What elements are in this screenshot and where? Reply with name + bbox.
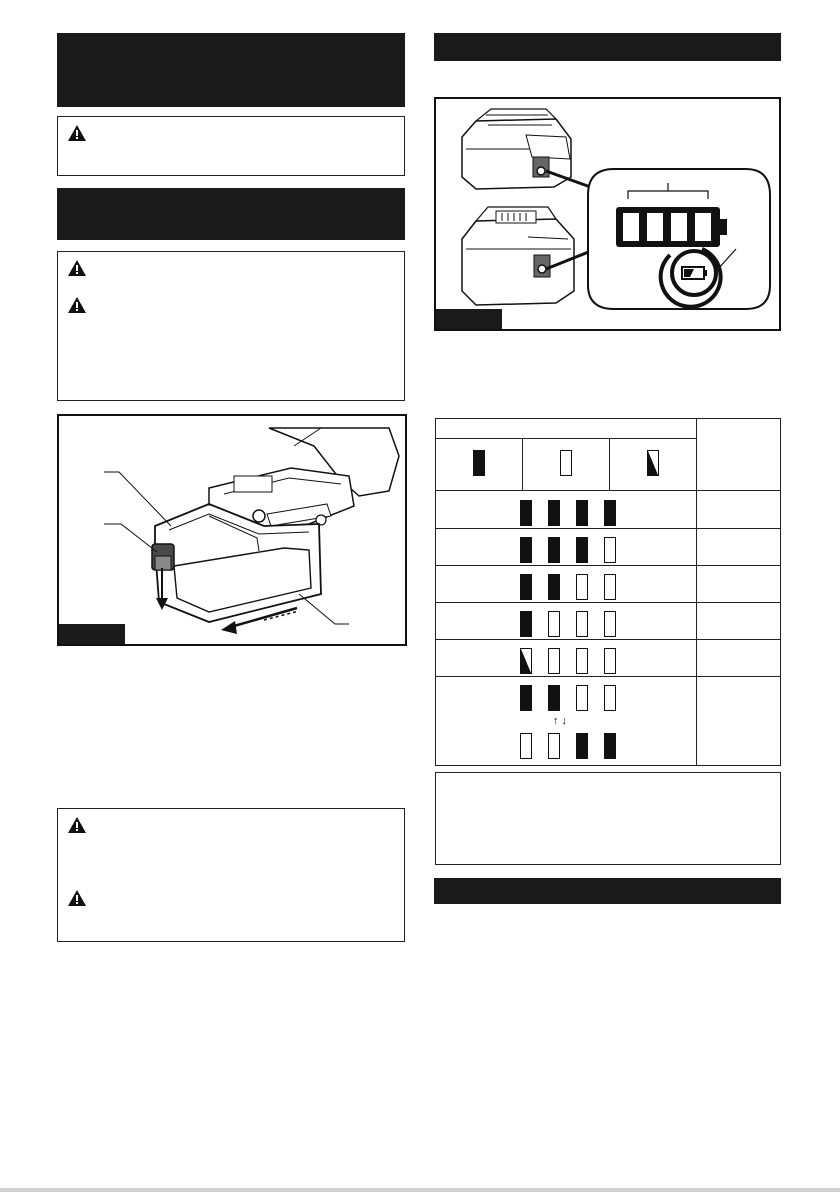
indicator-cell [604, 733, 616, 759]
alternating-arrows: ↑ ↓ [553, 715, 568, 727]
indicator-table [435, 418, 781, 766]
indicator-cell [604, 648, 616, 674]
indicator-cell [604, 685, 616, 711]
note-box [435, 772, 781, 865]
indicator-cell [548, 648, 560, 674]
indicator-cell [520, 537, 532, 563]
indicator-cell [520, 500, 532, 526]
indicator-cell [548, 500, 560, 526]
warning-box-2 [57, 251, 405, 401]
indicator-cell [520, 733, 532, 759]
figure-battery-indicator [434, 97, 781, 331]
indicator-cell [604, 537, 616, 563]
legend-off-cell [560, 450, 572, 476]
indicator-cell [548, 685, 560, 711]
indicator-cell [520, 611, 532, 637]
indicator-cell [548, 733, 560, 759]
figure-battery-removal [57, 414, 407, 646]
legend-lit-cell [473, 450, 485, 476]
indicator-cell [576, 537, 588, 563]
warning-box-1 [57, 116, 405, 176]
page-bottom-edge [0, 1188, 840, 1192]
indicator-cell [520, 648, 532, 674]
figure-label-2 [436, 309, 502, 329]
section-header-4 [434, 878, 781, 904]
warning-icon [68, 297, 86, 313]
indicator-cell [604, 500, 616, 526]
indicator-cell [576, 733, 588, 759]
indicator-cell [548, 574, 560, 600]
warning-icon [68, 125, 86, 141]
indicator-cell [548, 611, 560, 637]
legend-blinking-cell [647, 450, 659, 476]
warning-icon [68, 260, 86, 276]
indicator-cell [576, 611, 588, 637]
indicator-cell [520, 685, 532, 711]
warning-icon [68, 817, 86, 833]
battery-removal-illustration [59, 416, 405, 644]
indicator-cell [576, 574, 588, 600]
indicator-cell [548, 537, 560, 563]
section-header-2 [57, 188, 405, 240]
indicator-cell [604, 611, 616, 637]
indicator-cell [576, 648, 588, 674]
indicator-cell [604, 574, 616, 600]
indicator-cell [576, 685, 588, 711]
indicator-cell [576, 500, 588, 526]
battery-indicator-illustration [436, 99, 779, 329]
warning-icon [68, 890, 86, 906]
indicator-cell [520, 574, 532, 600]
warning-box-3 [57, 808, 405, 942]
figure-label-1 [59, 624, 125, 644]
section-header-1 [57, 33, 405, 107]
section-header-3 [434, 33, 781, 61]
